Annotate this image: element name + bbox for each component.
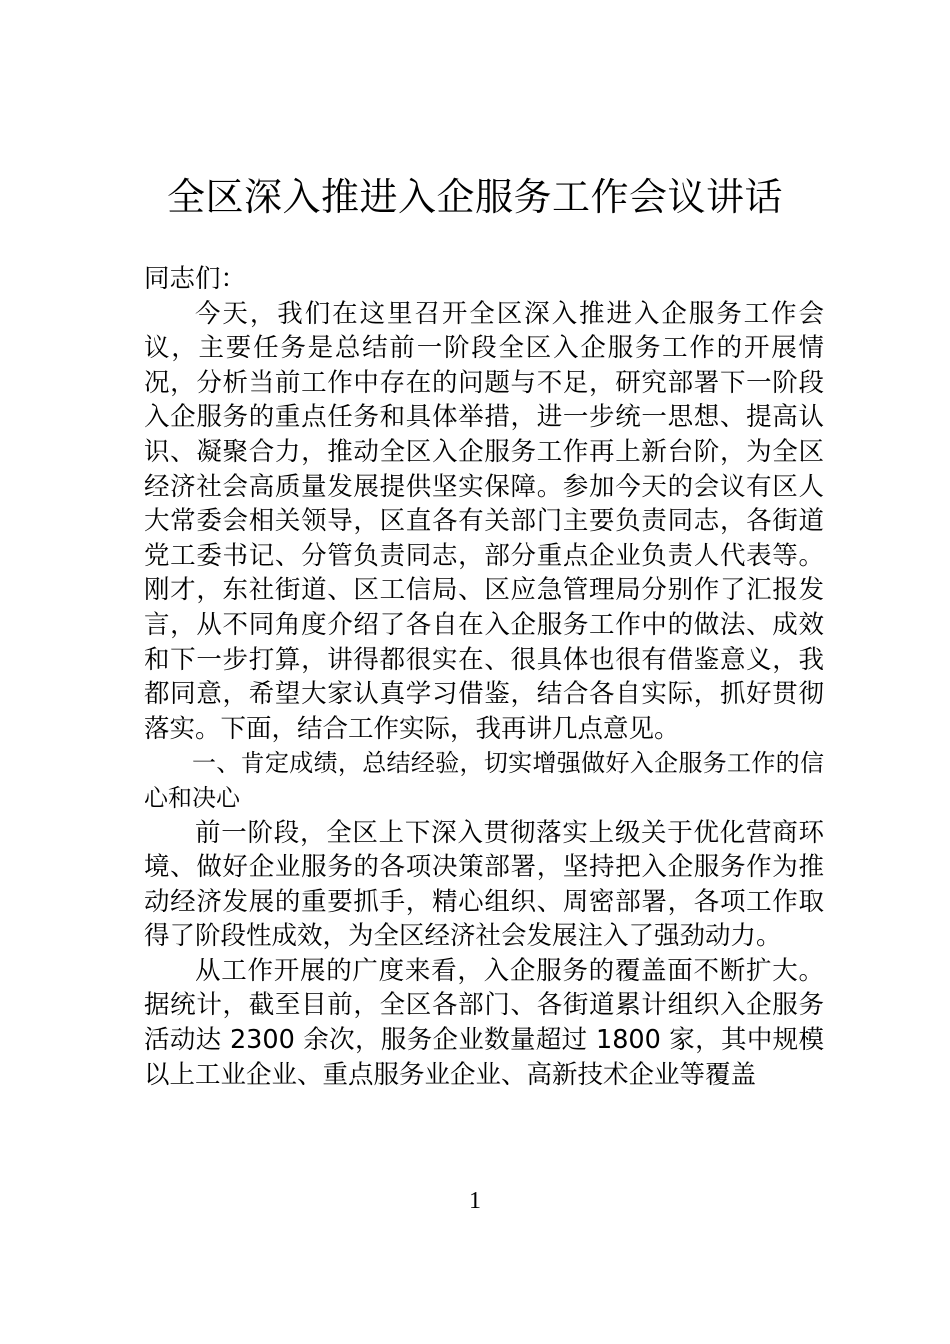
salutation: 同志们： — [144, 264, 247, 294]
section-heading-1: 一、肯定成绩，总结经验，切实增强做好入企服务工作的信心和决心 — [144, 749, 824, 812]
paragraph-opening: 今天，我们在这里召开全区深入推进入企服务工作会议，主要任务是总结前一阶段全区入企服务工作的开展情况，分析当前工作中存在的问题与不足，研究部署下一阶段入企服务的重点任务和具体举措，进一步统一思想、提高认识、凝聚合力，推动全区入企服务工作再上新台阶，为全区经济社会高质量发展提供坚实保障。参加今天的会议有区人大常委会相关领导，区直各有关部门主要负责同志，各街道党工委书记、分管负责同志，部分重点企业负责人代表等。刚才，东社街道、区工信局、区应急管理局分别作了汇报发言，从不同角度介绍了各自在入企服务工作中的做法、成效和下一步打算，讲得都很实在、很具体也很有借鉴意义，我都同意，希望大家认真学习借鉴，结合各自实际，抓好贯彻落实。下面，结合工作实际，我再讲几点意见。 — [144, 298, 824, 744]
paragraph-achievements: 前一阶段，全区上下深入贯彻落实上级关于优化营商环境、做好企业服务的各项决策部署，坚持把入企服务作为推动经济发展的重要抓手，精心组织、周密部署，各项工作取得了阶段性成效，为全区经济社会发展注入了强劲动力。 — [144, 817, 824, 952]
document-body — [144, 262, 824, 1092]
page-number: 1 — [469, 1188, 481, 1214]
paragraph-coverage: 从工作开展的广度来看，入企服务的覆盖面不断扩大。据统计，截至目前，全区各部门、各街道累计组织入企服务活动达 2300 余次，服务企业数量超过 1800 家，其中规模以上工业企业、重点服务业企业、高新技术企业等覆盖 — [144, 955, 824, 1090]
document-title: 全区深入推进入企服务工作会议讲话 — [166, 175, 783, 219]
